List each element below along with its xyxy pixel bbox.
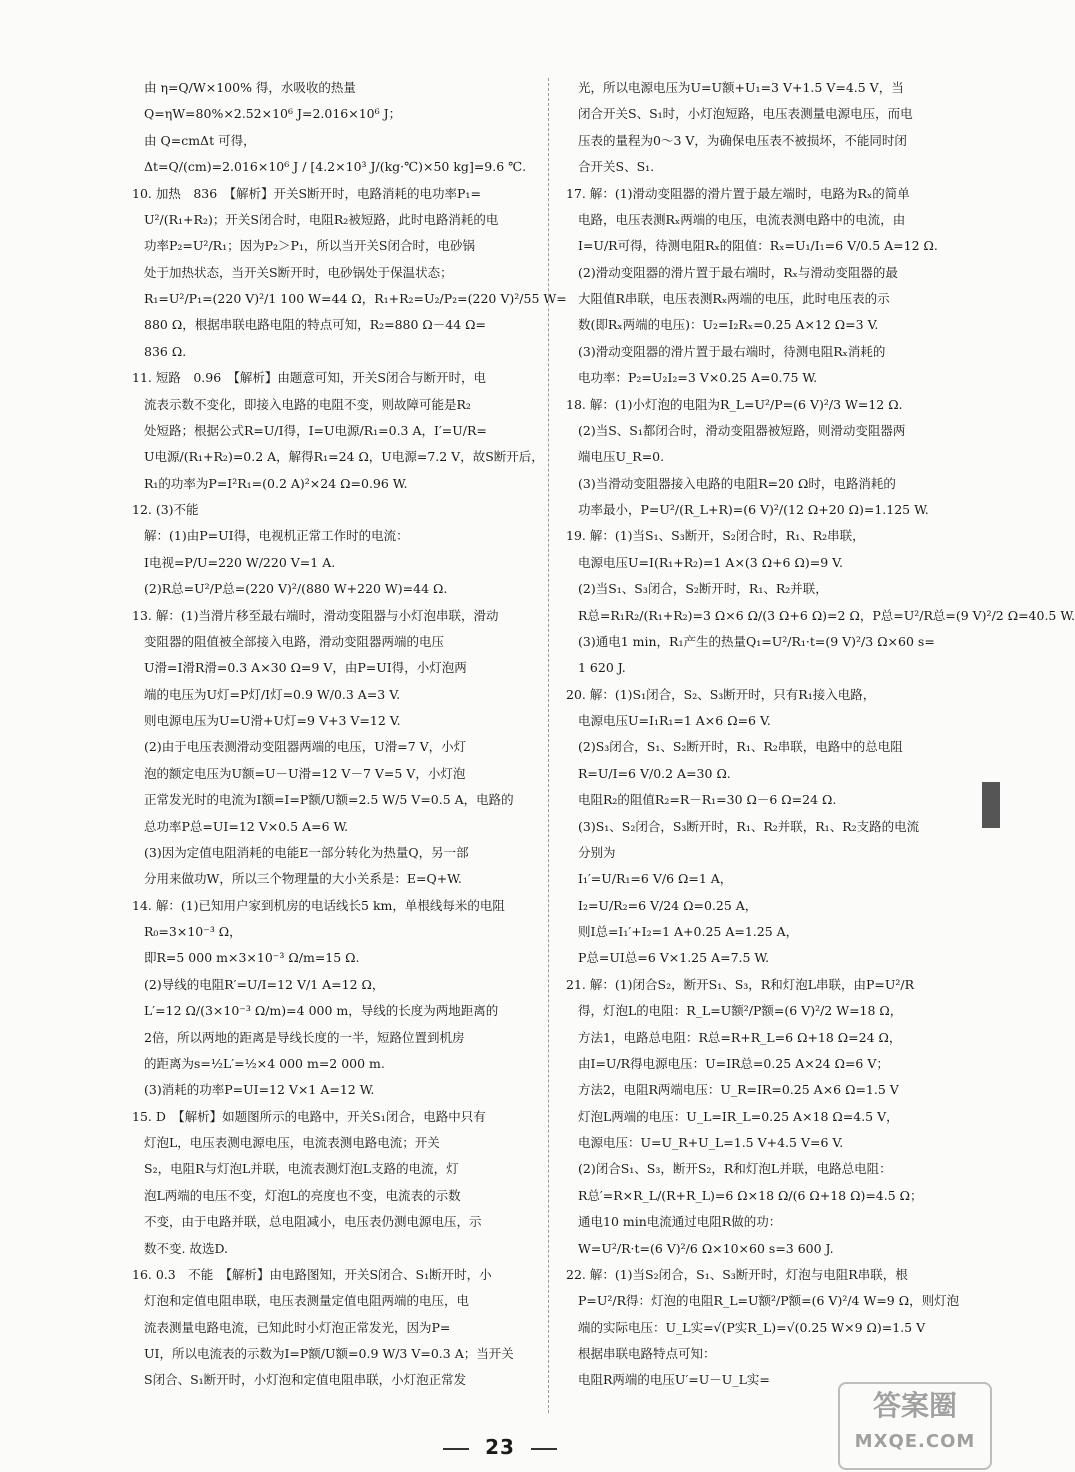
right-column-line: 17. 解：(1)滑动变阻器的滑片置于最左端时，电路为Rₓ的简单 (566, 185, 910, 201)
right-column-line: 压表的量程为0～3 V，为确保电压表不被损坏，不能同时闭 (578, 132, 907, 148)
right-column-line: (3)通电1 min，R₁产生的热量Q₁=U²/R₁·t=(9 V)²/3 Ω×60 s= (578, 633, 935, 649)
left-column-line: 灯泡和定值电阻串联，电压表测量定值电阻两端的电压，电 (144, 1293, 470, 1309)
left-column-line: 变阻器的阻值被全部接入电路，滑动变阻器两端的电压 (144, 633, 445, 649)
left-column-line: U²/(R₁+R₂)；开关S闭合时，电阻R₂被短路，此时电路消耗的电 (144, 211, 499, 227)
right-column-line: (3)S₁、S₂闭合，S₃断开时，R₁、R₂并联，R₁、R₂支路的电流 (578, 818, 920, 834)
right-column-line: I₁′=U/R₁=6 V/6 Ω=1 A， (578, 871, 733, 887)
right-column-line: 20. 解：(1)S₁闭合，S₂、S₃断开时，只有R₁接入电路， (566, 686, 876, 702)
column-divider (548, 78, 549, 1413)
left-column-line: 14. 解：(1)已知用户家到机房的电话线长5 km，单根线每米的电阻 (132, 897, 505, 913)
left-column-line: 836 Ω. (144, 343, 187, 359)
left-column-line: 即R=5 000 m×3×10⁻³ Ω/m=15 Ω. (144, 950, 360, 966)
right-column-line: 则I总=I₁′+I₂=1 A+0.25 A=1.25 A， (578, 924, 799, 939)
right-column-line: R=U/I=6 V/0.2 A=30 Ω. (578, 765, 731, 781)
watermark-url: MXQE.COM (854, 1431, 976, 1452)
left-column-line: 泡L两端的电压不变，灯泡L的亮度也不变，电流表的示数 (144, 1187, 461, 1203)
left-column-line: S闭合、S₁断开时，小灯泡和定值电阻串联，小灯泡正常发 (144, 1372, 467, 1388)
left-column-line: 正常发光时的电流为I额=I=P额/U额=2.5 W/5 V=0.5 A，电路的 (144, 792, 514, 808)
right-column-line: 端的实际电压：U_L实=√(P实R_L)=√(0.25 W×9 Ω)=1.5 V (578, 1319, 926, 1335)
left-column-line: (2)导线的电阻R′=U/I=12 V/1 A=12 Ω， (144, 976, 385, 992)
left-column-line: 880 Ω，根据串联电路电阻的特点可知，R₂=880 Ω－44 Ω= (144, 317, 487, 333)
left-column-line: S₂，电阻R与灯泡L并联，电流表测灯泡L支路的电流，灯 (144, 1161, 459, 1177)
left-column-line: 处于加热状态，当开关S断开时，电砂锅处于保温状态； (144, 264, 453, 280)
right-column-line: 分别为 (578, 844, 616, 860)
left-column-line: 总功率P总=UI=12 V×0.5 A=6 W. (144, 818, 349, 834)
right-column-line: 22. 解：(1)当S₂闭合，S₁、S₃断开时，灯泡与电阻R串联，根 (566, 1266, 908, 1282)
left-column-line: 则电源电压为U=U滑+U灯=9 V+3 V=12 V. (144, 713, 401, 728)
left-column-line: 灯泡L，电压表测电源电压，电流表测电路电流；开关 (144, 1135, 440, 1150)
right-column-line: (2)当S、S₁都闭合时，滑动变阻器被短路，则滑动变阻器两 (578, 422, 906, 438)
left-column-line: 流表示数不变化，即接入电路的电阻不变，则故障可能是R₂ (144, 396, 471, 412)
right-column-line: 方法2，电阻R两端电压：U_R=IR=0.25 A×6 Ω=1.5 V (578, 1082, 899, 1098)
right-column-line: I₂=U/R₂=6 V/24 Ω=0.25 A， (578, 897, 758, 913)
left-column-line: L′=12 Ω/(3×10⁻³ Ω/m)=4 000 m，导线的长度为两地距离的 (144, 1003, 499, 1019)
left-column-line: 由 η=Q/W×100% 得，水吸收的热量 (144, 80, 356, 95)
left-column-line: U电源/(R₁+R₂)=0.2 A，解得R₁=24 Ω，U电源=7.2 V，故S断开后， (144, 449, 544, 465)
left-column-line: 的距离为s=½L′=½×4 000 m=2 000 m. (144, 1055, 385, 1071)
right-column-line: 19. 解：(1)当S₁、S₃断开，S₂闭合时，R₁、R₂串联， (566, 528, 865, 544)
right-column-line: R总′=R×R_L/(R+R_L)=6 Ω×18 Ω/(6 Ω+18 Ω)=4.5 Ω； (578, 1187, 923, 1203)
right-column-line: (2)当S₁、S₃闭合，S₂断开时，R₁、R₂并联， (578, 581, 828, 597)
right-column-line: 大阻值R串联，电压表测Rₓ两端的电压，此时电压表的示 (578, 291, 890, 306)
right-column-line: 得，灯泡L的电阻：R_L=U额²/P额=(6 V)²/2 W=18 Ω， (578, 1003, 903, 1019)
right-column-line: (2)闭合S₁、S₃，断开S₂，R和灯泡L并联，电路总电阻： (578, 1161, 892, 1177)
left-column-line: 11. 短路 0.96 【解析】由题意可知，开关S闭合与断开时，电 (132, 370, 486, 386)
edge-tab-marker (982, 782, 1000, 828)
left-column-line: R₁=U²/P₁=(220 V)²/1 100 W=44 Ω，R₁+R₂=U₂/P₂=(220 V)²/55 W= (144, 291, 567, 306)
left-column-line: 不变，由于电路并联，总电阻减小，电压表仍测电源电压，示 (144, 1214, 482, 1230)
right-column (566, 78, 1075, 1397)
right-column-line: (2)S₃闭合，S₁、S₂断开时，R₁、R₂串联，电路中的总电阻 (578, 739, 903, 755)
left-column-line: 解：(1)由P=UI得，电视机正常工作时的电流： (144, 528, 409, 544)
right-column-line: 由I=U/R得电源电压：U=IR总=0.25 A×24 Ω=6 V； (578, 1055, 889, 1071)
left-column (132, 78, 567, 1397)
left-column-line: 12. (3)不能 (132, 502, 199, 517)
site-watermark-logo (838, 1382, 992, 1470)
right-column-line: 合开关S、S₁. (578, 159, 655, 175)
page-number: 23 (485, 1435, 515, 1459)
footer-dash-right (531, 1448, 557, 1450)
right-column-line: 光，所以电源电压为U=U额+U₁=3 V+1.5 V=4.5 V，当 (578, 80, 904, 95)
right-column-line: 端电压U_R=0. (578, 449, 665, 465)
left-column-line: UI，所以电流表的示数为I=P额/U额=0.9 W/3 V=0.3 A；当开关 (144, 1346, 514, 1361)
watermark-title: 答案圈 (872, 1389, 957, 1422)
left-column-line: 数不变. 故选D. (144, 1240, 228, 1256)
right-column-line: 电路，电压表测Rₓ两端的电压，电流表测电路中的电流，由 (578, 211, 906, 227)
right-column-line: 方法1，电路总电阻：R总=R+R_L=6 Ω+18 Ω=24 Ω， (578, 1029, 902, 1045)
right-column-line: W=U²/R·t=(6 V)²/6 Ω×10×60 s=3 600 J. (578, 1240, 834, 1256)
right-column-line: 电源电压U=I(R₁+R₂)=1 A×(3 Ω+6 Ω)=9 V. (578, 554, 843, 570)
left-column-line: (3)因为定值电阻消耗的电能E一部分转化为热量Q，另一部 (144, 844, 469, 860)
right-column-line: 电阻R两端的电压U′=U－U_L实= (578, 1372, 770, 1388)
right-column-line: 灯泡L两端的电压：U_L=IR_L=0.25 A×18 Ω=4.5 V， (578, 1108, 899, 1124)
left-column-line: 分用来做功W，所以三个物理量的大小关系是：E=Q+W. (144, 871, 462, 887)
left-column-line: 泡的额定电压为U额=U－U滑=12 V－7 V=5 V，小灯泡 (144, 765, 466, 781)
right-column-line: 数(即Rₓ两端的电压)：U₂=I₂Rₓ=0.25 A×12 Ω=3 V. (578, 317, 879, 333)
left-column-line: (3)消耗的功率P=UI=12 V×1 A=12 W. (144, 1082, 375, 1098)
right-column-line: 通电10 min电流通过电阻R做的功： (578, 1214, 782, 1230)
left-column-line: R₁的功率为P=I²R₁=(0.2 A)²×24 Ω=0.96 W. (144, 475, 408, 491)
right-column-line: 1 620 J. (578, 660, 626, 676)
left-column-line: 由 Q=cmΔt 可得， (144, 132, 256, 148)
right-column-line: 21. 解：(1)闭合S₂，断开S₁、S₃，R和灯泡L串联，由P=U²/R (566, 976, 915, 992)
footer-dash-left (443, 1448, 469, 1450)
left-column-line: 2倍，所以两地的距离是导线长度的一半，短路位置到机房 (144, 1029, 465, 1045)
left-column-line: I电视=P/U=220 W/220 V=1 A. (144, 554, 336, 570)
left-column-line: 流表测量电路电流，已知此时小灯泡正常发光，因为P= (144, 1319, 451, 1335)
left-column-line: (2)R总=U²/P总=(220 V)²/(880 W+220 W)=44 Ω. (144, 581, 448, 597)
right-column-line: 根据串联电路特点可知： (578, 1346, 716, 1361)
left-column-line: 功率P₂=U²/R₁；因为P₂＞P₁，所以当开关S闭合时，电砂锅 (144, 238, 475, 254)
right-column-line: P总=UI总=6 V×1.25 A=7.5 W. (578, 950, 770, 966)
right-column-line: 电功率：P₂=U₂I₂=3 V×0.25 A=0.75 W. (578, 370, 818, 386)
right-column-line: 18. 解：(1)小灯泡的电阻为R_L=U²/P=(6 V)²/3 W=12 Ω. (566, 396, 903, 412)
right-column-line: 功率最小，P=U²/(R_L+R)=(6 V)²/(12 Ω+20 Ω)=1.125 W. (578, 502, 929, 517)
left-column-line: 端的电压为U灯=P灯/I灯=0.9 W/0.3 A=3 V. (144, 686, 401, 702)
left-column-line: (2)由于电压表测滑动变阻器两端的电压，U滑=7 V，小灯 (144, 739, 467, 755)
left-column-line: 15. D 【解析】如题图所示的电路中，开关S₁闭合，电路中只有 (132, 1108, 486, 1124)
left-column-line: Q=ηW=80%×2.52×10⁶ J=2.016×10⁶ J； (144, 106, 402, 122)
right-column-line: 电源电压U=I₁R₁=1 A×6 Ω=6 V. (578, 713, 771, 728)
right-column-line: (3)当滑动变阻器接入电路的电阻R=20 Ω时，电路消耗的 (578, 475, 896, 491)
right-column-line: 电阻R₂的阻值R₂=R－R₁=30 Ω－6 Ω=24 Ω. (578, 792, 837, 808)
right-column-line: (2)滑动变阻器的滑片置于最右端时，Rₓ与滑动变阻器的最 (578, 264, 898, 280)
right-column-line: P=U²/R得：灯泡的电阻R_L=U额²/P额=(6 V)²/4 W=9 Ω，则灯泡 (578, 1293, 960, 1309)
right-column-line: 闭合开关S、S₁时，小灯泡短路，电压表测量电源电压，而电 (578, 106, 913, 122)
left-column-line: 处短路；根据公式R=U/I得，I=U电源/R₁=0.3 A，I′=U/R= (144, 422, 487, 438)
left-column-line: Δt=Q/(cm)=2.016×10⁶ J / [4.2×10³ J/(kg·℃)×50 kg]=9.6 ℃. (144, 159, 527, 175)
left-column-line: 10. 加热 836 【解析】开关S断开时，电路消耗的电功率P₁= (132, 185, 481, 201)
left-column-line: R₀=3×10⁻³ Ω， (144, 924, 242, 939)
right-column-line: (3)滑动变阻器的滑片置于最右端时，待测电阻Rₓ消耗的 (578, 343, 886, 359)
left-column-line: 13. 解：(1)当滑片移至最右端时，滑动变阻器与小灯泡串联，滑动 (132, 607, 499, 623)
right-column-line: R总=R₁R₂/(R₁+R₂)=3 Ω×6 Ω/(3 Ω+6 Ω)=2 Ω，P总=U²/R总=(9 V)²/2 Ω=40.5 W. (578, 607, 1075, 623)
left-column-line: U滑=I滑R滑=0.3 A×30 Ω=9 V，由P=UI得，小灯泡两 (144, 660, 467, 676)
right-column-line: 电源电压：U=U_R+U_L=1.5 V+4.5 V=6 V. (578, 1135, 844, 1150)
left-column-line: 16. 0.3 不能 【解析】由电路图知，开关S闭合、S₁断开时，小 (132, 1266, 492, 1282)
right-column-line: I=U/R可得，待测电阻Rₓ的阻值：Rₓ=U₁/I₁=6 V/0.5 A=12 Ω. (578, 238, 938, 254)
